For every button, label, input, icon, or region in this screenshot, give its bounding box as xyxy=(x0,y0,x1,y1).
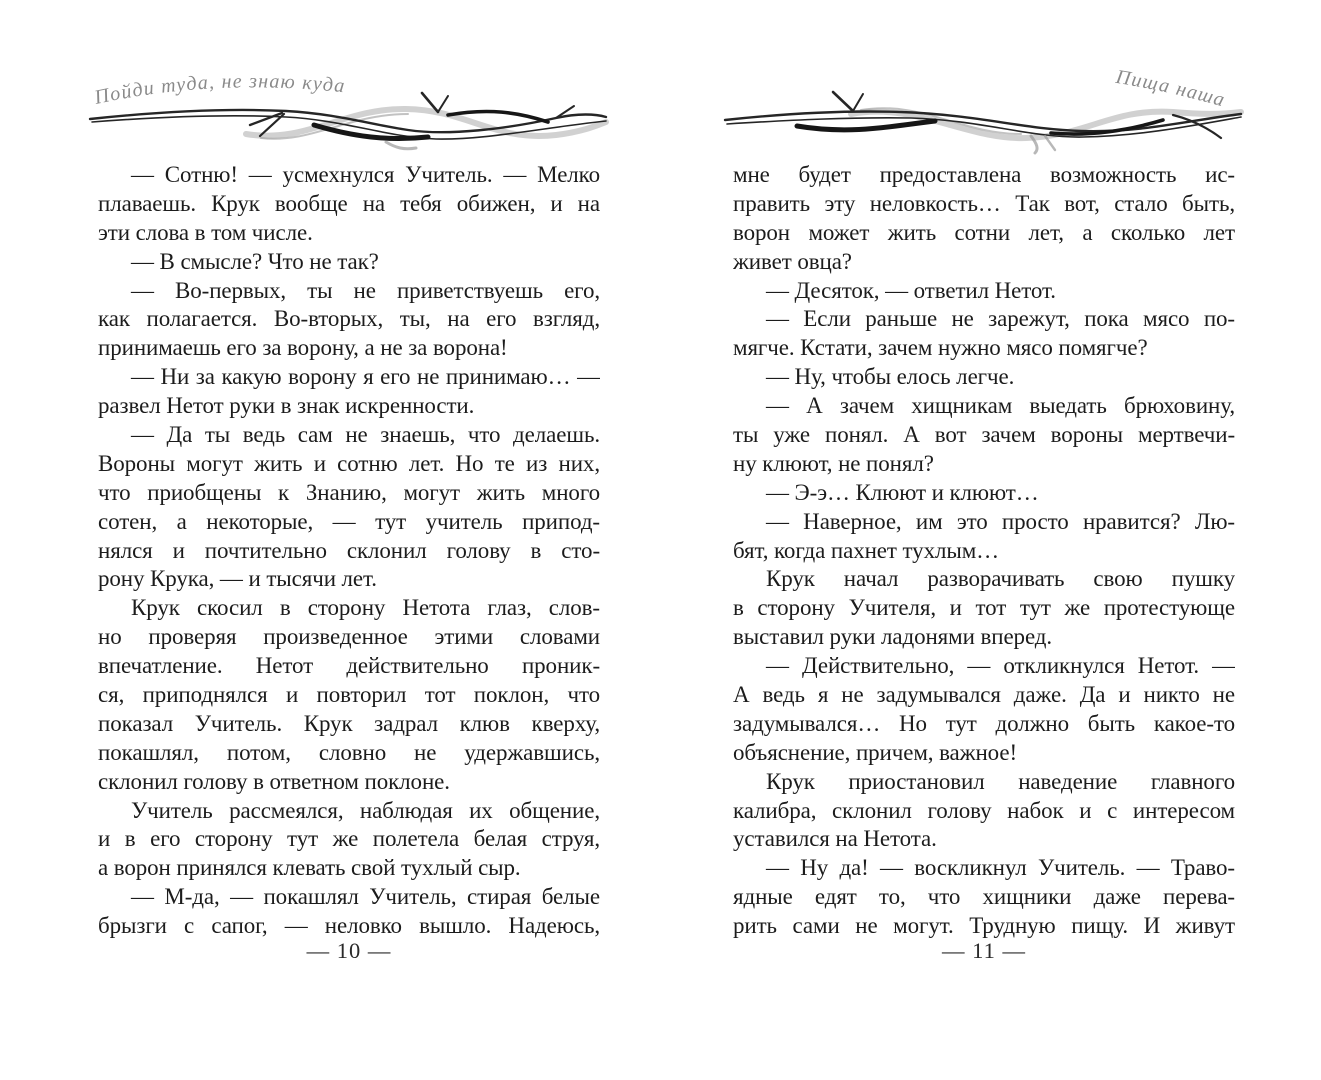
paragraph xyxy=(733,392,1235,479)
paragraph xyxy=(98,277,600,364)
text-line: — А зачем хищникам выедать брюховину, xyxy=(766,393,1235,419)
paragraph xyxy=(733,652,1235,768)
text-line: покашлял, потом, словно не удержавшись, xyxy=(98,739,600,765)
paragraph xyxy=(733,305,1235,363)
page-right xyxy=(733,0,1235,1080)
text-line: уставился на Нетота. xyxy=(733,826,937,852)
text-line: — Наверное, им это просто нравится? Лю- xyxy=(766,508,1235,534)
text-line: править эту неловкость… Так вот, стало быть, xyxy=(733,190,1235,216)
text-line: ты уже понял. А вот зачем вороны мертвечи- xyxy=(733,422,1235,448)
text-line: — Да ты ведь сам не знаешь, что делаешь. xyxy=(131,422,600,448)
text-line: живет овца? xyxy=(733,248,852,274)
paragraph xyxy=(733,479,1235,508)
text-line: показал Учитель. Крук задрал клюв кверху, xyxy=(98,710,600,736)
text-line: впечатление. Нетот действительно проник- xyxy=(98,653,600,679)
page-number-left: — 10 — xyxy=(306,938,392,963)
branch-ornament-icon xyxy=(721,84,1247,154)
text-line: а ворон принялся клевать свой тухлый сыр. xyxy=(98,855,521,881)
paragraph xyxy=(733,277,1235,306)
page-left xyxy=(92,0,600,1080)
text-line: — Во-первых, ты не приветствуешь его, xyxy=(131,277,600,303)
text-line: объяснение, причем, важное! xyxy=(733,739,1018,765)
text-line: мягче. Кстати, зачем нужно мясо помягче? xyxy=(733,335,1148,361)
text-line: — Действительно, — откликнулся Нетот. — xyxy=(766,653,1235,679)
page-number-right: — 11 — xyxy=(942,938,1026,963)
text-line: брызги с сапог, — неловко вышло. Надеюсь, xyxy=(98,913,600,939)
text-line: ну клюют, не понял? xyxy=(733,450,934,476)
text-line: плаваешь. Крук вообще на тебя обижен, и на xyxy=(98,190,600,216)
text-line: мне будет предоставлена возможность ис- xyxy=(733,162,1235,187)
paragraph xyxy=(733,854,1235,941)
text-line: но проверяя произведенное этими словами xyxy=(98,624,600,650)
text-line: бят, когда пахнет тухлым… xyxy=(733,537,1000,563)
text-line: — Сотню! — усмехнулся Учитель. — Мелко xyxy=(131,162,600,187)
running-head-right-text: Пища наша xyxy=(1114,65,1228,112)
paragraph xyxy=(733,508,1235,566)
paragraph xyxy=(733,363,1235,392)
paragraph xyxy=(98,363,600,421)
paragraph xyxy=(98,421,600,594)
text-line: — М-да, — покашлял Учитель, стирая белые xyxy=(131,884,600,910)
text-line: — Ну, чтобы елось легче. xyxy=(766,364,1015,390)
text-line: Крук приостановил наведение главного xyxy=(766,768,1235,794)
text-line: что приобщены к Знанию, могут жить много xyxy=(98,479,600,505)
paragraph xyxy=(733,565,1235,652)
text-line: — Ну да! — воскликнул Учитель. — Траво- xyxy=(766,855,1235,881)
paragraph xyxy=(98,161,600,248)
text-line: нялся и почтительно склонил голову в сто- xyxy=(98,537,600,563)
text-line: — Э-э… Клюют и клюют… xyxy=(766,479,1039,505)
text-line: ся, приподнялся и повторил тот поклон, что xyxy=(98,682,600,708)
text-line: — Если раньше не зарежут, пока мясо по- xyxy=(766,306,1235,332)
text-line: выставил руки ладонями вперед. xyxy=(733,624,1053,650)
text-line: рону Крука, — и тысячи лет. xyxy=(98,566,377,592)
text-column-right xyxy=(733,161,1235,941)
running-head-left-text: Пойди туда, не знаю куда xyxy=(92,70,347,109)
text-line: склонил голову в ответном поклоне. xyxy=(98,768,450,794)
text-line: калибра, склонил голову набок и с интересом xyxy=(733,797,1235,823)
paragraph xyxy=(733,768,1235,855)
branch-ornament-icon xyxy=(86,84,612,154)
paragraph xyxy=(98,797,600,884)
paragraph xyxy=(98,883,600,941)
text-line: развел Нетот руки в знак искренности. xyxy=(98,393,475,419)
text-line: Крук скосил в сторону Нетота глаз, слов- xyxy=(131,595,600,621)
text-line: Вороны могут жить и сотню лет. Но те из них, xyxy=(98,450,600,476)
text-line: и в его сторону тут же полетела белая струя, xyxy=(98,826,600,852)
text-line: Учитель рассмеялся, наблюдая их общение, xyxy=(131,797,600,823)
text-line: принимаешь его за ворону, а не за ворона! xyxy=(98,335,508,361)
text-line: эти слова в том числе. xyxy=(98,219,313,245)
text-line: в сторону Учителя, и тот тут же протестующе xyxy=(733,595,1235,621)
paragraph xyxy=(98,248,600,277)
text-line: задумывался… Но тут должно быть какое-то xyxy=(733,710,1235,736)
paragraph xyxy=(98,594,600,796)
text-column-left xyxy=(98,161,600,941)
text-line: ядные едят то, что хищники даже перева- xyxy=(733,884,1235,910)
text-line: Крук начал разворачивать свою пушку xyxy=(766,566,1235,592)
text-line: сотен, а некоторые, — тут учитель припод- xyxy=(98,508,600,534)
text-line: — В смысле? Что не так? xyxy=(131,248,379,274)
text-line: как полагается. Во-вторых, ты, на его взгляд, xyxy=(98,306,600,332)
paragraph xyxy=(733,161,1235,277)
text-line: — Десяток, — ответил Нетот. xyxy=(766,277,1056,303)
text-line: А ведь я не задумывался даже. Да и никто не xyxy=(733,682,1235,708)
text-line: — Ни за какую ворону я его не принимаю… — xyxy=(131,364,600,390)
text-line: ворон может жить сотни лет, а сколько лет xyxy=(733,219,1235,245)
text-line: рить сами не могут. Трудную пищу. И живут xyxy=(733,913,1235,939)
